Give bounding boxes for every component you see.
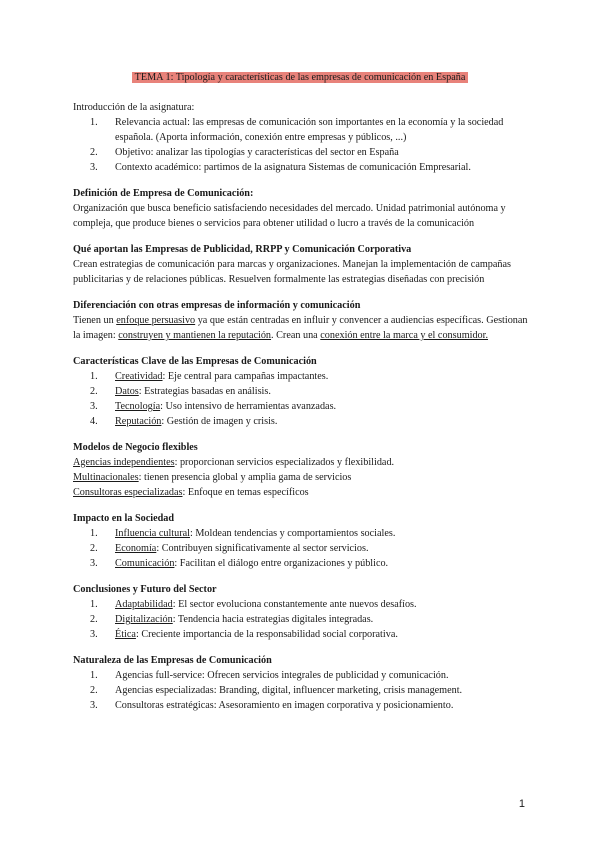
- model-line: Agencias independientes: proporcionan servicios especializados y flexibilidad.: [73, 457, 395, 468]
- list-item: 2. Economía: Contribuyen significativamente al sector servicios.: [90, 543, 369, 554]
- section-heading: Impacto en la Sociedad: [73, 513, 175, 524]
- underlined-term: conexión entre la marca y el consumidor.: [320, 330, 489, 341]
- list-item: 3. Consultoras estratégicas: Asesoramiento en imagen corporativa y posicionamiento.: [90, 700, 454, 711]
- impacto-list: [73, 526, 528, 571]
- list-item: 1. Agencias full-service: Ofrecen servicios integrales de publicidad y comunicación.: [90, 670, 449, 681]
- section-text: Tienen un enfoque persuasivo ya que están centradas en influir y convencer a audiencias específicas. Gestionan la imagen: construyen y mantienen la reputación. Crean una conexión entre la marca y el consumidor.: [73, 315, 528, 341]
- list-item: 3. Tecnología: Uso intensivo de herramientas avanzadas.: [90, 401, 337, 412]
- section-heading: Características Clave de las Empresas de Comunicación: [73, 356, 317, 367]
- list-item: 4. Reputación: Gestión de imagen y crisis.: [90, 416, 278, 427]
- list-item: 3. Contexto académico: partimos de la asignatura Sistemas de comunicación Empresarial.: [90, 162, 471, 173]
- caracteristicas-list: [73, 369, 528, 429]
- list-item: 3. Ética: Creciente importancia de la responsabilidad social corporativa.: [90, 629, 398, 640]
- section-heading: Naturaleza de las Empresas de Comunicación: [73, 655, 272, 666]
- intro-list: [73, 115, 528, 175]
- section-heading: Definición de Empresa de Comunicación:: [73, 188, 254, 199]
- model-line: Multinacionales: tienen presencia global y amplia gama de servicios: [73, 472, 352, 483]
- section-heading: Conclusiones y Futuro del Sector: [73, 584, 217, 595]
- page-number: 1: [518, 798, 525, 810]
- section-heading: Diferenciación con otras empresas de información y comunicación: [73, 300, 361, 311]
- naturaleza-list: [73, 668, 528, 713]
- model-line: Consultoras especializadas: Enfoque en temas específicos: [73, 487, 309, 498]
- conclusiones-list: [73, 597, 528, 642]
- list-item: 1. Creatividad: Eje central para campañas impactantes.: [90, 371, 329, 382]
- intro-label: Introducción de la asignatura:: [73, 102, 195, 113]
- list-item: 2. Objetivo: analizar las tipologías y características del sector en España: [90, 147, 399, 158]
- list-item: 2. Datos: Estrategias basadas en análisis.: [90, 386, 271, 397]
- list-item: 3. Comunicación: Facilitan el diálogo entre organizaciones y público.: [90, 558, 389, 569]
- section-text: Organización que busca beneficio satisfaciendo necesidades del mercado. Unidad patrimonial autónoma y compleja, que produce bienes o servicios para obtener utilidad o lucro a través de la comunicación: [73, 203, 506, 229]
- underlined-term: construyen y mantienen la reputación: [118, 330, 272, 341]
- list-item: 1. Relevancia actual: las empresas de comunicación son importantes en la economía y la sociedad española. (Aporta información, conexión entre empresas y públicos, ...): [90, 117, 504, 143]
- section-heading: Qué aportan las Empresas de Publicidad, RRPP y Comunicación Corporativa: [73, 244, 412, 255]
- section-text: Crean estrategias de comunicación para marcas y organizaciones. Manejan la implementación de campañas publicitarias y de relaciones públicas. Resuelven formalmente las estrategias diseñadas con precisión: [73, 259, 511, 285]
- list-item: 2. Agencias especializadas: Branding, digital, influencer marketing, crisis management.: [90, 685, 463, 696]
- document-title: TEMA 1: Tipología y características de las empresas de comunicación en España: [132, 72, 469, 83]
- underlined-term: enfoque persuasivo: [116, 315, 196, 326]
- title-wrap: [0, 70, 600, 85]
- document-content: [73, 100, 528, 713]
- list-item: 1. Adaptabilidad: El sector evoluciona constantemente ante nuevos desafíos.: [90, 599, 417, 610]
- list-item: 2. Digitalización: Tendencia hacia estrategias digitales integradas.: [90, 614, 374, 625]
- section-heading: Modelos de Negocio flexibles: [73, 442, 198, 453]
- list-item: 1. Influencia cultural: Moldean tendencias y comportamientos sociales.: [90, 528, 396, 539]
